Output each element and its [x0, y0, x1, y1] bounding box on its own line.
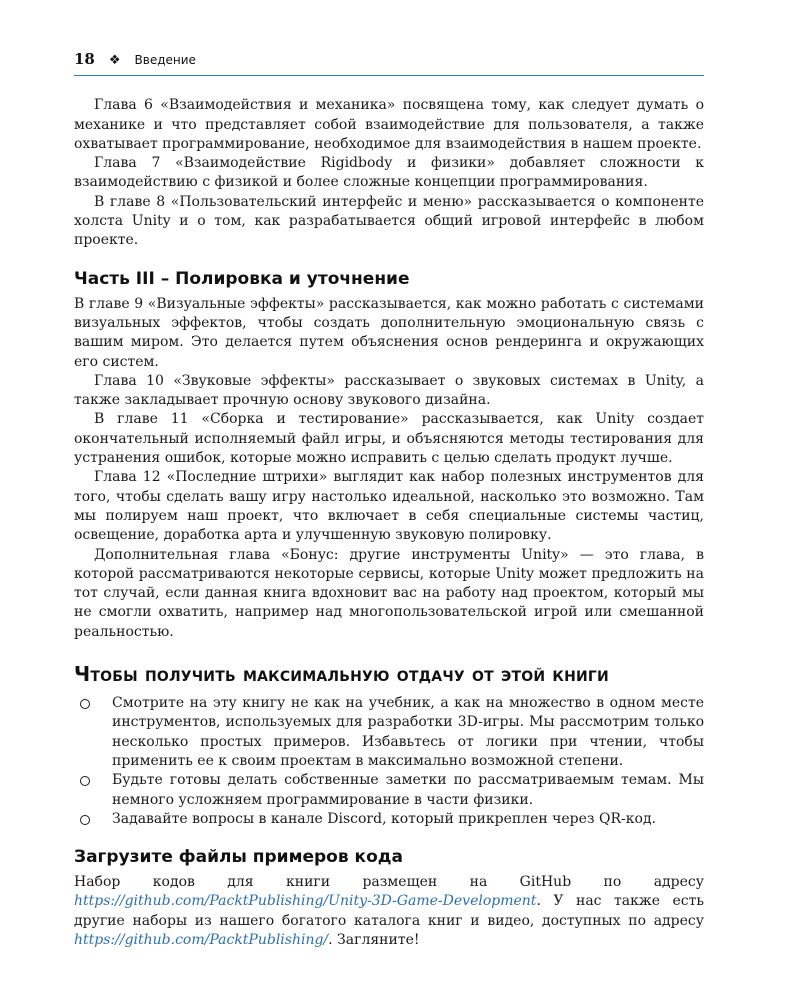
download-paragraph	[74, 873, 704, 950]
chapter-title: Введение	[134, 53, 196, 67]
list-item	[74, 694, 704, 771]
paragraph-bonus-chapter: Дополнительная глава «Бонус: другие инструменты Unity» — это глава, в которой рассматриваются некоторые сервисы, которые Unity может предложить на тот случай, если данная книга вдохновит вас на работу над проектом, который мы не смогли охватить, например над многопользовательской игрой или смешанной реальностью.	[74, 546, 704, 640]
list-item	[74, 771, 704, 810]
paragraph-chapter-8: В главе 8 «Пользовательский интерфейс и меню» рассказывается о компоненте холста Unity и о том, как разрабатывается общий игровой интерфейс в любом проекте.	[74, 193, 704, 249]
paragraph-chapter-6: Глава 6 «Взаимодействия и механика» посвящена тому, как следует думать о механике и что представляет собой взаимодействие для пользователя, а также охватывает программирование, необходимое для взаимодействия в нашем проекте.	[74, 97, 704, 152]
circle-bullet-icon	[80, 699, 90, 709]
maximize-heading: Чтобы получить максимальную отдачу от этой книги	[74, 662, 609, 687]
tips-list	[74, 694, 704, 829]
page-number: 18	[74, 50, 95, 68]
list-item	[74, 810, 704, 829]
circle-bullet-icon	[80, 776, 90, 786]
download-text-2: . У нас также есть другие наборы из нашего богатого каталога книг и видео, доступных по адресу	[74, 893, 704, 929]
paragraph-chapter-11: В главе 11 «Сборка и тестирование» рассказывается, как Unity создает окончательный исполняемый файл игры, и объясняются методы тестирования для устранения ошибок, которые можно исправить с целью сделать продукт лучше.	[74, 411, 704, 467]
github-catalog-link[interactable]: https://github.com/PacktPublishing/	[74, 931, 329, 948]
circle-bullet-icon	[80, 815, 90, 825]
download-heading: Загрузите файлы примеров кода	[74, 847, 403, 868]
book-page	[74, 50, 704, 950]
list-item-text: Смотрите на эту книгу не как на учебник, а как на множество в одном месте инструментов, используемых для разработки 3D-игры. Мы рассмотрим только несколько простых примеров. Избавьтесь от логики при чтении, чтобы применить ее к своим проектам в максимально возможной степени.	[112, 695, 704, 769]
list-item-text: Будьте готовы делать собственные заметки по рассматриваемым темам. Мы немного усложняем программирование в части физики.	[112, 772, 704, 808]
part-3-heading: Часть III – Полировка и уточнение	[74, 268, 410, 289]
download-text-3: . Загляните!	[328, 931, 420, 948]
download-text-1: Набор кодов для книги размещен на GitHub по адресу	[74, 874, 704, 891]
list-item-text: Задавайте вопросы в канале Discord, который прикреплен через QR-код.	[112, 810, 657, 827]
paragraph-chapter-7: Глава 7 «Взаимодействие Rigidbody и физики» добавляет сложности к взаимодействию с физикой и более сложные концепции программирования.	[74, 155, 704, 191]
paragraph-chapter-9: В главе 9 «Визуальные эффекты» рассказывается, как можно работать с системами визуальных эффектов, чтобы создать дополнительную эмоциональную связь с вашим миром. Это делается путем объяснения основ рендеринга и окружающих его систем.	[74, 295, 704, 370]
paragraph-chapter-10: Глава 10 «Звуковые эффекты» рассказывает о звуковых системах в Unity, а также закладывает прочную основу звукового дизайна.	[74, 372, 704, 409]
ornament-icon: ❖	[108, 53, 121, 68]
paragraph-chapter-12: Глава 12 «Последние штрихи» выглядит как набор полезных инструментов для того, чтобы сделать вашу игру настолько идеальной, насколько это возможно. Там мы полируем наш проект, что включает в себя специальные системы частиц, освещение, доработка арта и улучшенную звуковую полировку.	[74, 469, 704, 544]
running-head	[74, 50, 704, 76]
github-repo-link[interactable]: https://github.com/PacktPublishing/Unity-3D-Game-Development	[74, 893, 537, 910]
